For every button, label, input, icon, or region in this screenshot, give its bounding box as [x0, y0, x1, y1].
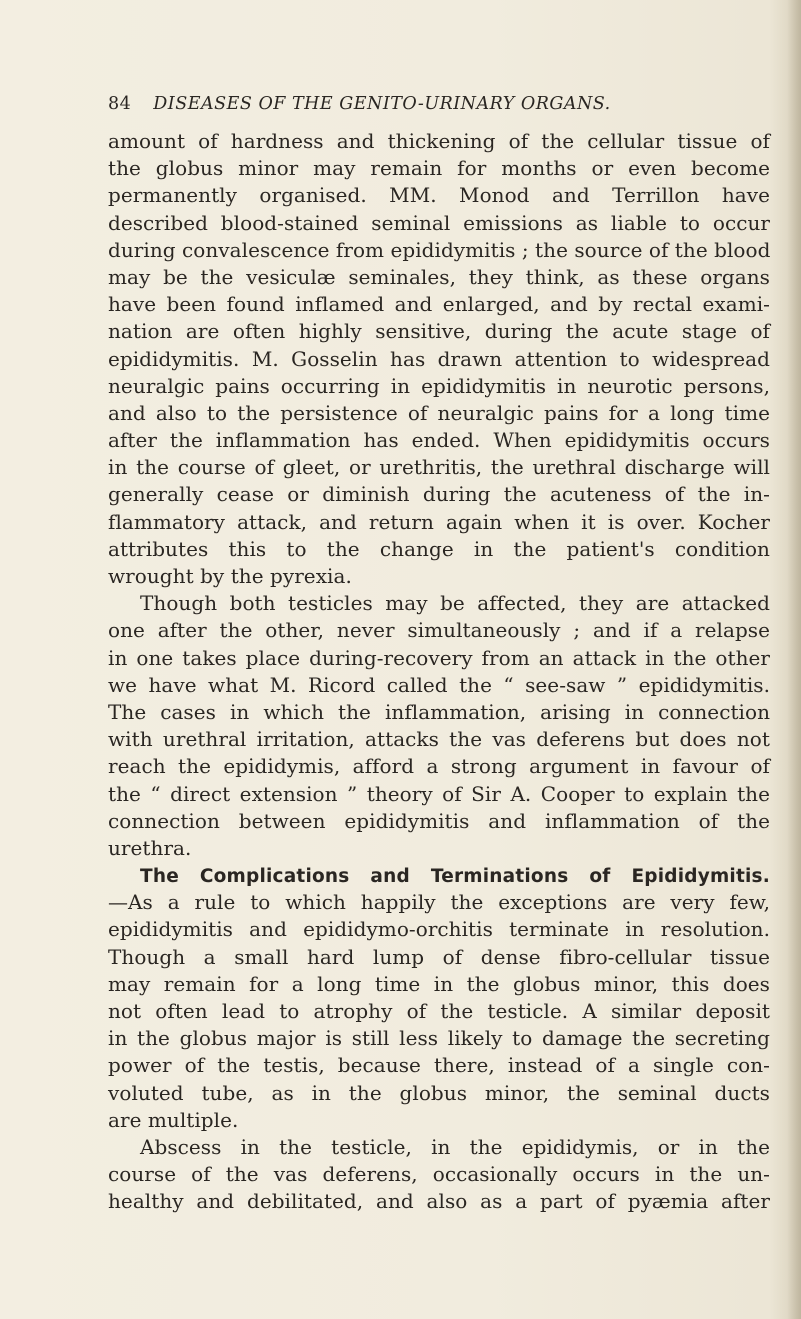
section-heading-line — [108, 862, 770, 889]
text-line: not often lead to atrophy of the testicle. A similar deposit — [108, 999, 770, 1023]
text-line: during convalescence from epididymitis ; the source of the blood — [108, 237, 771, 262]
text-line: reach the epididymis, afford a strong argument in favour of — [108, 754, 770, 779]
text-line: epididymitis. M. Gosselin has drawn attention to widespread — [108, 346, 770, 371]
paragraph-end-line: are multiple. — [108, 1107, 239, 1132]
text-line: amount of hardness and thickening of the cellular tissue of — [108, 129, 770, 153]
text-line: healthy and debilitated, and also as a part of pyæmia after — [108, 1189, 770, 1214]
text-line: flammatory attack, and return again when it is over. Kocher — [108, 509, 770, 534]
text-line: power of the testis, because there, instead of a single con- — [108, 1053, 770, 1078]
text-line: Though a small hard lump of dense fibro-cellular tissue — [108, 944, 770, 969]
paragraph-end-line: urethra. — [108, 835, 192, 860]
text-line: permanently organised. MM. Monod and Terrillon have — [108, 183, 770, 208]
page-edge-shadow — [787, 0, 801, 1319]
text-line: may be the vesiculæ seminales, they think, as these organs — [108, 264, 770, 289]
text-line: connection between epididymitis and inflammation of the — [108, 808, 770, 833]
page-number: 84 — [108, 94, 132, 114]
text-line: course of the vas deferens, occasionally occurs in the un- — [108, 1162, 770, 1187]
running-title: DISEASES OF THE GENITO-URINARY ORGANS. — [153, 94, 611, 114]
text-line: have been found inflamed and enlarged, and by rectal exami- — [108, 292, 770, 317]
text-line: nation are often highly sensitive, during the acute stage of — [108, 319, 770, 344]
text-line: attributes this to the change in the patient's condition — [108, 536, 770, 561]
text-line: in the course of gleet, or urethritis, the urethral discharge will — [108, 455, 770, 480]
body-text — [108, 128, 770, 1216]
text-line: generally cease or diminish during the acuteness of the in- — [108, 482, 770, 507]
text-line: the globus minor may remain for months or even become — [108, 156, 770, 181]
text-line: in the globus major is still less likely to damage the secreting — [108, 1026, 770, 1051]
paragraph-start-line: Abscess in the testicle, in the epididymis, or in the — [140, 1134, 770, 1159]
paragraph-start-line: Though both testicles may be affected, they are attacked — [140, 591, 770, 616]
running-head — [108, 94, 748, 120]
text-line: and also to the persistence of neuralgic pains for a long time — [108, 400, 770, 425]
section-heading: The Complications and Terminations of Epididymitis. — [140, 866, 770, 888]
text-line: neuralgic pains occurring in epididymitis in neurotic persons, — [108, 373, 770, 398]
paragraph-end-line: wrought by the pyrexia. — [108, 564, 352, 588]
text-line: with urethral irritation, attacks the vas deferens but does not — [108, 727, 770, 752]
text-line: epididymitis and epididymo-orchitis terminate in resolution. — [108, 917, 770, 942]
text-line: described blood-stained seminal emissions as liable to occur — [108, 210, 770, 235]
text-line: one after the other, never simultaneously ; and if a relapse — [108, 618, 770, 643]
text-line: after the inflammation has ended. When epididymitis occurs — [108, 428, 770, 453]
text-line: in one takes place during-recovery from an attack in the other — [108, 645, 770, 670]
text-line: may remain for a long time in the globus minor, this does — [108, 971, 770, 996]
text-line: —As a rule to which happily the exceptions are very few, — [108, 890, 770, 915]
text-line: The cases in which the inflammation, arising in connection — [108, 699, 770, 724]
text-line: voluted tube, as in the globus minor, the seminal ducts — [108, 1080, 770, 1105]
text-line: we have what M. Ricord called the “ see-saw ” epididymitis. — [108, 672, 770, 697]
text-line: the “ direct extension ” theory of Sir A. Cooper to explain the — [108, 781, 770, 806]
